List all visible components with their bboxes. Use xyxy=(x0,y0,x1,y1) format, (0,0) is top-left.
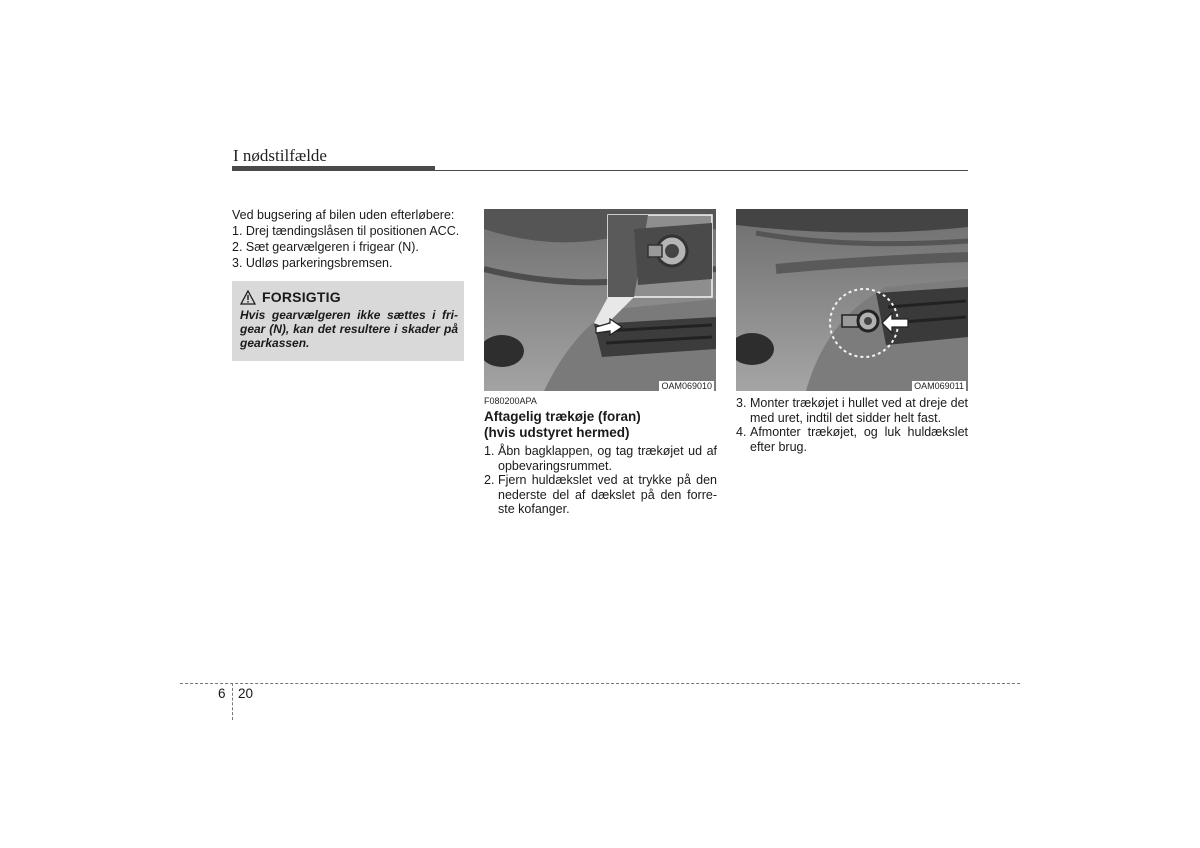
step-list-continued xyxy=(736,396,968,454)
step-text: Fjern huldækslet ved at trykke på den nederste del af dækslet på den forre-ste kofanger. xyxy=(498,473,717,516)
intro-text xyxy=(232,207,467,271)
step-list xyxy=(484,444,717,517)
list-item xyxy=(484,473,717,517)
list-item xyxy=(484,444,717,473)
step-number: 4. xyxy=(736,425,747,439)
tow-hook-install-image xyxy=(736,209,968,391)
section-heading-line: (hvis udstyret hermed) xyxy=(484,425,630,440)
list-item xyxy=(736,396,968,425)
section-code: F080200APA xyxy=(484,396,537,406)
step-text: Afmonter trækøjet, og luk huldækslet efter brug. xyxy=(750,425,968,454)
intro-line: 3. Udløs parkeringsbremsen. xyxy=(232,256,393,270)
intro-line: 1. Drej tændingslåsen til positionen ACC. xyxy=(232,224,460,238)
header-rule-thick xyxy=(232,166,435,171)
footer-divider-vertical xyxy=(232,683,233,720)
section-heading-line: Aftagelig trækøje (foran) xyxy=(484,409,641,424)
figure-code: OAM069011 xyxy=(914,381,964,391)
intro-line: 2. Sæt gearvælgeren i frigear (N). xyxy=(232,240,419,254)
caution-title: FORSIGTIG xyxy=(262,289,341,305)
caution-body: Hvis gearvælgeren ikke sættes i fri-gear (N), kan det resultere i skader på gearkassen. xyxy=(240,308,458,350)
tow-hook-cover-image xyxy=(484,209,716,391)
step-number: 3. xyxy=(736,396,747,410)
step-number: 2. xyxy=(484,473,495,487)
section-heading xyxy=(484,409,718,441)
caution-header xyxy=(240,289,341,305)
step-text: Monter trækøjet i hullet ved at dreje det med uret, indtil det sidder helt fast. xyxy=(750,396,968,425)
step-number: 1. xyxy=(484,444,495,458)
intro-line: Ved bugsering af bilen uden efterløbere: xyxy=(232,208,455,222)
section-number: 6 xyxy=(218,686,226,701)
list-item xyxy=(736,425,968,454)
figure-code: OAM069010 xyxy=(661,381,712,391)
page-number: 20 xyxy=(238,686,254,701)
footer-divider xyxy=(180,683,1020,684)
page-title: I nødstilfælde xyxy=(233,146,327,165)
step-text: Åbn bagklappen, og tag trækøjet ud af opbevaringsrummet. xyxy=(498,444,717,473)
warning-triangle-icon xyxy=(240,290,256,305)
caution-box xyxy=(232,281,464,361)
header-rule-thin xyxy=(435,170,968,171)
